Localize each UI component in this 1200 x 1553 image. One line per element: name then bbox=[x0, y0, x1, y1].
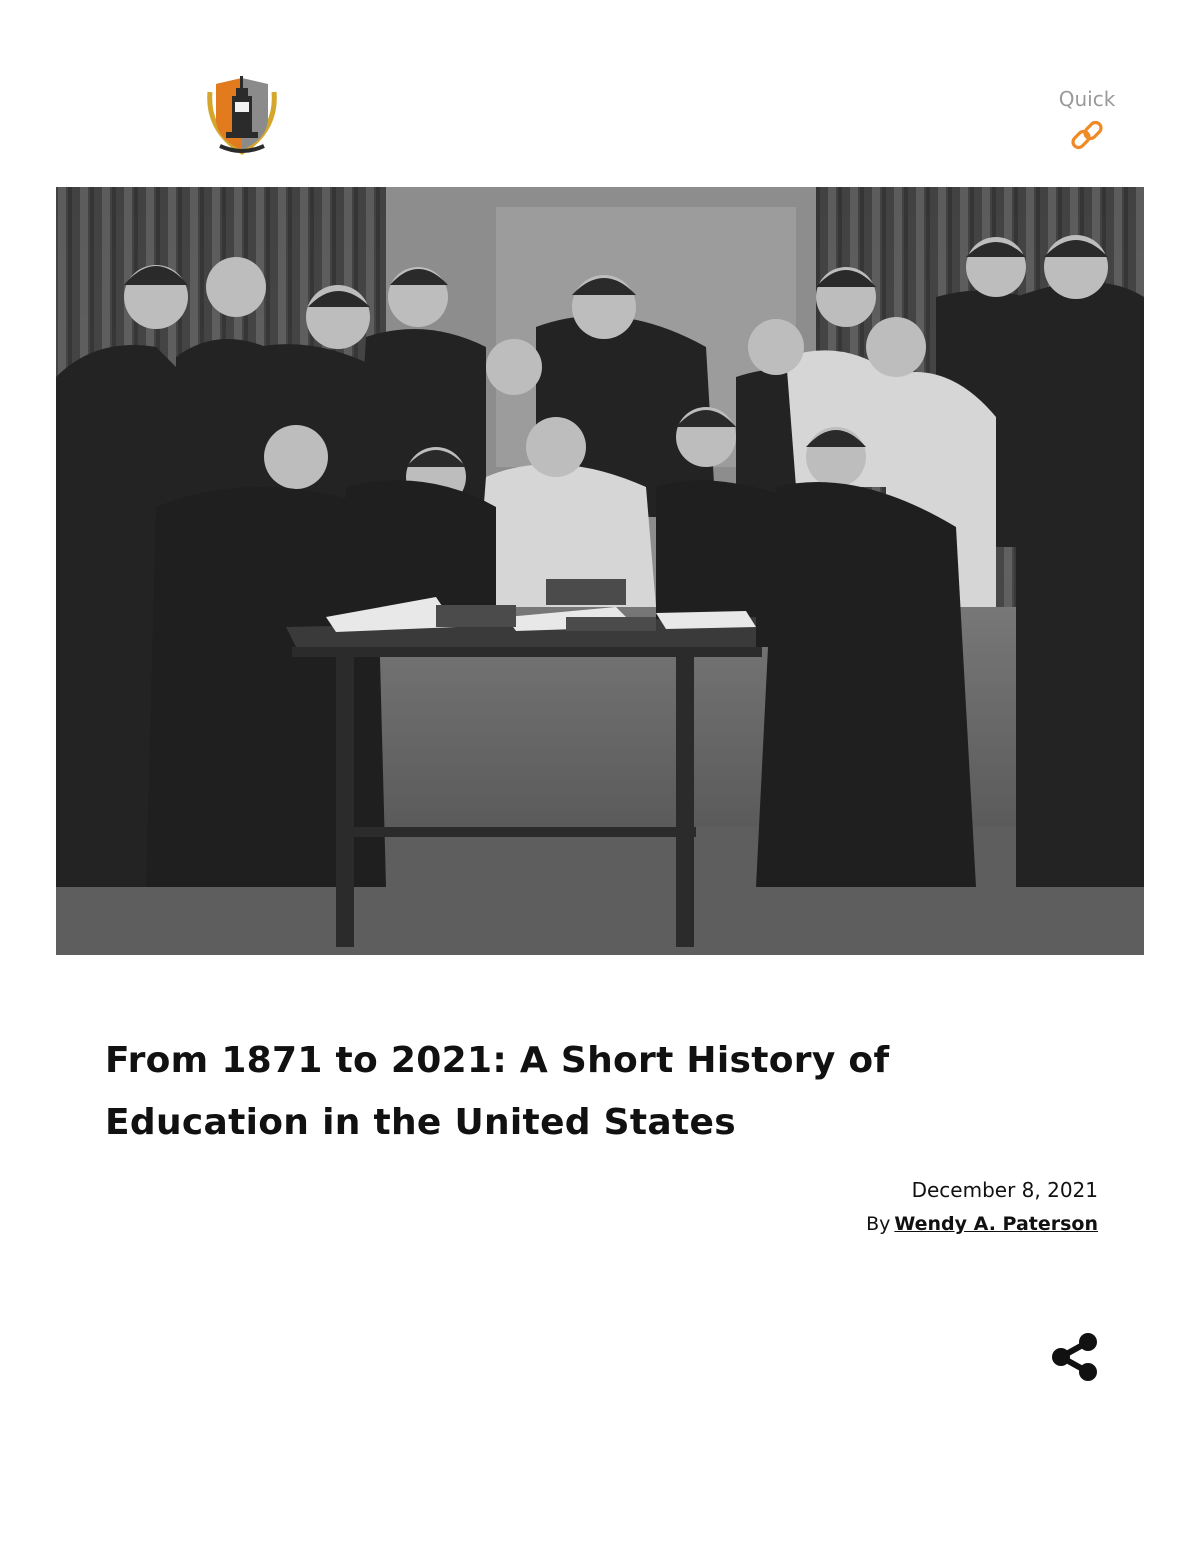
article-date: December 8, 2021 bbox=[911, 1178, 1098, 1202]
author-link[interactable]: Wendy A. Paterson bbox=[894, 1213, 1098, 1235]
link-icon bbox=[1067, 116, 1107, 156]
hero-image bbox=[56, 187, 1144, 955]
share-icon bbox=[1048, 1330, 1102, 1384]
historic-students-photo bbox=[56, 187, 1144, 955]
share-button[interactable] bbox=[1048, 1330, 1102, 1384]
article-meta bbox=[866, 1174, 1098, 1242]
article-byline bbox=[866, 1206, 1098, 1242]
quick-links-button[interactable] bbox=[1050, 86, 1124, 156]
byline-prefix: By bbox=[866, 1213, 891, 1235]
quick-links-label: Quick bbox=[1058, 87, 1116, 111]
university-crest-logo[interactable] bbox=[202, 74, 282, 156]
article-title: From 1871 to 2021: A Short History of Education in the United States bbox=[105, 1040, 890, 1143]
university-crest-icon bbox=[202, 74, 282, 156]
